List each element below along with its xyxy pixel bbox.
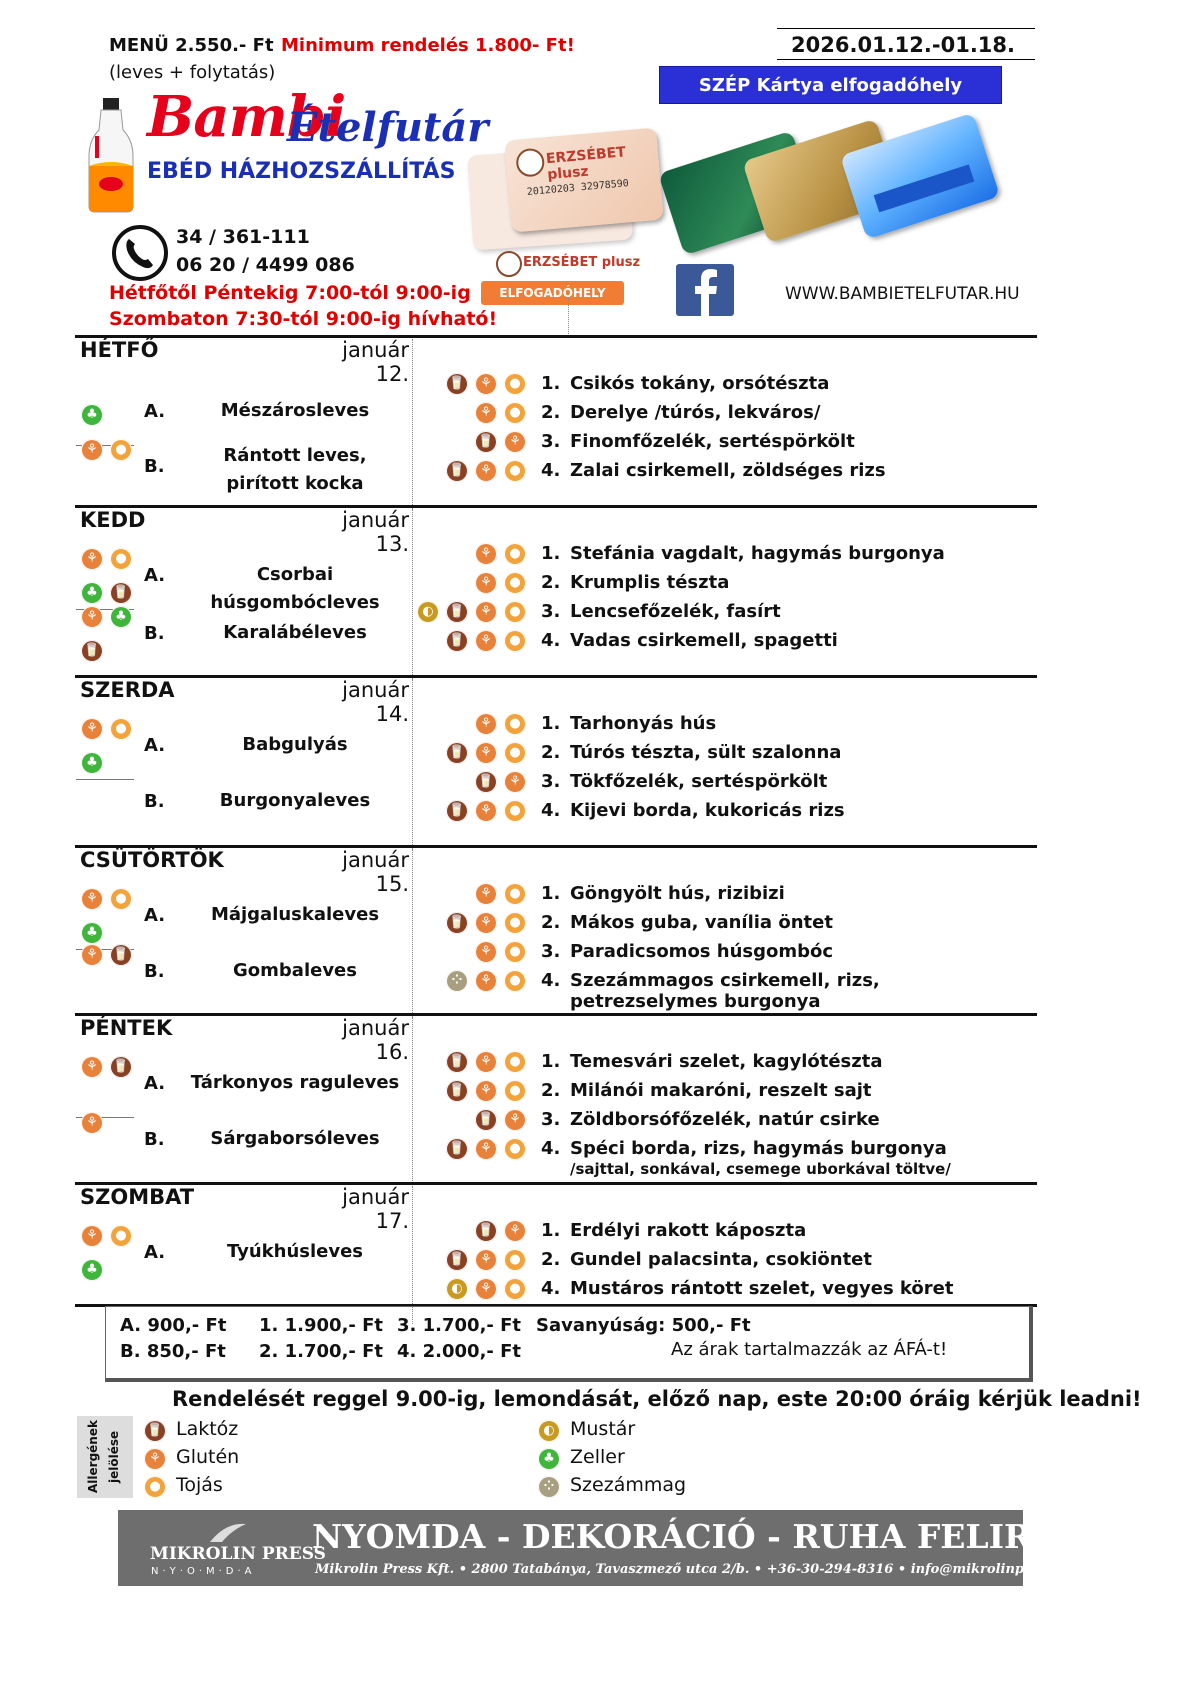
tojas-allergen-icon: ● [504,1278,526,1300]
main-dish-name: Csikós tokány, orsótészta [570,373,830,394]
erzsebet-card-image-front [504,128,663,233]
mustar-allergen-icon: ◐ [446,1278,468,1300]
tojas-allergen-icon: ● [504,912,526,934]
tojas-allergen-icon: ● [504,373,526,395]
soup-label: A. [144,735,166,756]
gluten-allergen-icon: ⚘ [81,1225,103,1247]
erzsebet-logo-icon [496,251,522,277]
gluten-allergen-icon: ⚘ [504,431,526,453]
day-name: SZERDA [80,678,175,702]
day-name: KEDD [80,508,146,532]
main-dish-name: Zöldborsófőzelék, natúr csirke [570,1109,880,1130]
order-note: Rendelését reggel 9.00-ig, lemondását, előző nap, este 20:00 óráig kérjük leadni! [172,1387,1142,1411]
laktoz-allergen-icon: 🥛 [475,771,497,793]
laktoz-allergen-icon: 🥛 [446,1249,468,1271]
main-dish-name: Túrós tészta, sült szalonna [570,742,842,763]
main-dish [570,713,716,734]
column-divider [412,679,413,849]
gluten-allergen-icon: ⚘ [81,944,103,966]
soup-name: Karalábéleves [223,622,367,643]
soup-name: Burgonyaleves [219,790,371,811]
laktoz-allergen-icon: 🥛 [110,1056,132,1078]
gluten-allergen-icon: ⚘ [475,1138,497,1160]
main-dish [570,912,833,933]
gluten-allergen-icon: ⚘ [81,548,103,570]
gluten-allergen-icon: ⚘ [475,543,497,565]
main-dish-name: Erdélyi rakott káposzta [570,1220,807,1241]
tojas-allergen-icon: ● [504,460,526,482]
main-dish-name-cont: petrezselymes burgonya [570,991,821,1012]
main-number: 1. [541,883,561,904]
main-dish [570,941,833,962]
tojas-allergen-icon: ● [110,888,132,910]
main-dish-name: Stefánia vagdalt, hagymás burgonya [570,543,945,564]
gluten-allergen-icon: ⚘ [475,402,497,424]
soup-label: B. [144,1129,165,1150]
main-dish-name: Vadas csirkemell, spagetti [570,630,838,651]
main-number: 2. [541,572,561,593]
main-dish [570,1080,872,1101]
main-dish [570,800,845,821]
erzsebet-brand: ERZSÉBET plusz [545,144,627,184]
soup-label: B. [144,961,165,982]
soup-name: Tyúkhúsleves [226,1241,364,1262]
laktoz-allergen-icon: 🥛 [446,373,468,395]
day-date: január 15. [342,848,409,896]
allergen-legend-label: Mustár [570,1418,636,1440]
main-number: 3. [541,601,561,622]
main-dish-name: Lencsefőzelék, fasírt [570,601,781,622]
laktoz-allergen-icon: 🥛 [144,1420,166,1442]
main-dish-name: Mákos guba, vanília öntet [570,912,833,933]
gluten-allergen-icon: ⚘ [504,1109,526,1131]
mustar-allergen-icon: ◐ [417,601,439,623]
tojas-allergen-icon: ● [144,1476,166,1498]
banner-title: NYOMDA - DEKORÁCIÓ - RUHA FELIRATOZÁS [312,1517,1183,1556]
tojas-allergen-icon: ● [504,572,526,594]
soup-label: B. [144,791,165,812]
gluten-allergen-icon: ⚘ [475,912,497,934]
menu-subtitle: (leves + folytatás) [109,62,276,83]
header-divider [568,298,569,334]
phone-icon [111,224,169,282]
tojas-allergen-icon: ● [110,439,132,461]
soup-name: Sárgaborsóleves [210,1128,380,1149]
mikrolin-logo: MIKROLIN PRESS [150,1544,326,1564]
main-number: 1. [541,373,561,394]
main-dish-name: Szezámmagos csirkemell, rizs, [570,970,880,991]
tojas-allergen-icon: ● [110,1225,132,1247]
main-dish-name: Milánói makaróni, reszelt sajt [570,1080,872,1101]
szezam-allergen-icon: ⁘ [538,1476,560,1498]
main-dish [570,1138,951,1180]
main-dish [570,771,827,792]
erzsebet-accept-badge: ELFOGADÓHELY [481,281,624,305]
main-number: 4. [541,630,561,651]
hours-weekday: Hétfőtől Péntekig 7:00-tól 9:00-ig [109,282,471,304]
laktoz-allergen-icon: 🥛 [81,640,103,662]
soup-name: Mészárosleves [220,400,370,421]
laktoz-allergen-icon: 🥛 [475,1220,497,1242]
zeller-allergen-icon: ♣ [81,1259,103,1281]
mikrolin-logo-sub: N·Y·O·M·D·A [151,1566,256,1577]
laktoz-allergen-icon: 🥛 [446,1138,468,1160]
column-divider [412,849,413,1019]
main-dish [570,970,880,1012]
mikrolin-logo-icon [208,1522,248,1544]
logo-bambi: Bambi [147,84,346,150]
gluten-allergen-icon: ⚘ [475,630,497,652]
laktoz-allergen-icon: 🥛 [446,460,468,482]
main-dish-name: Zalai csirkemell, zöldséges rizs [570,460,886,481]
main-dish-name: Kijevi borda, kukoricás rizs [570,800,845,821]
allergen-legend-label: Laktóz [176,1418,239,1440]
gluten-allergen-icon: ⚘ [475,1080,497,1102]
main-dish-name: Derelye /túrós, lekváros/ [570,402,821,423]
zeller-allergen-icon: ♣ [81,404,103,426]
main-dish-name: Krumplis tészta [570,572,730,593]
day-date: január 16. [342,1016,409,1064]
szezam-allergen-icon: ⁘ [446,970,468,992]
main-dish [570,630,838,651]
laktoz-allergen-icon: 🥛 [475,431,497,453]
laktoz-allergen-icon: 🥛 [446,1051,468,1073]
zeller-allergen-icon: ♣ [81,922,103,944]
zeller-allergen-icon: ♣ [110,606,132,628]
gluten-allergen-icon: ⚘ [475,713,497,735]
zeller-allergen-icon: ♣ [81,582,103,604]
laktoz-allergen-icon: 🥛 [446,601,468,623]
main-number: 3. [541,771,561,792]
soup-label: A. [144,401,166,422]
main-dish [570,1278,953,1299]
soup-name: Májgaluskaleves [210,904,380,925]
main-dish [570,572,729,593]
gluten-allergen-icon: ⚘ [81,1112,103,1134]
allergen-legend-label: Zeller [570,1446,625,1468]
vat-note: Az árak tartalmazzák az ÁFÁ-t! [671,1339,948,1360]
menu-price: MENÜ 2.550.- Ft [109,35,274,56]
laktoz-allergen-icon: 🥛 [110,582,132,604]
price-pickle: Savanyúság: 500,- Ft [536,1315,751,1336]
gluten-allergen-icon: ⚘ [475,1051,497,1073]
gluten-allergen-icon: ⚘ [81,439,103,461]
erzsebet-brand-small: ERZSÉBET plusz [523,255,641,270]
laktoz-allergen-icon: 🥛 [446,912,468,934]
day-divider [75,505,1037,508]
laktoz-allergen-icon: 🥛 [446,630,468,652]
price-1: 1. 1.900,- Ft [259,1315,384,1336]
gluten-allergen-icon: ⚘ [475,373,497,395]
main-dish [570,543,945,564]
main-dish [570,742,841,763]
day-date: január 17. [342,1185,409,1233]
laktoz-allergen-icon: 🥛 [446,742,468,764]
tojas-allergen-icon: ● [504,543,526,565]
main-dish-name: Spéci borda, rizs, hagymás burgonya [570,1138,947,1159]
day-divider [75,1013,1037,1016]
price-a: A. 900,- Ft [120,1315,227,1336]
gluten-allergen-icon: ⚘ [81,1056,103,1078]
main-dish-name: Finomfőzelék, sertéspörkölt [570,431,855,452]
main-dish-name: Tarhonyás hús [570,713,717,734]
soup-label: A. [144,905,166,926]
allergen-legend-label: Szezámmag [570,1474,687,1496]
main-number: 1. [541,1051,561,1072]
gluten-allergen-icon: ⚘ [475,970,497,992]
tojas-allergen-icon: ● [504,800,526,822]
soup-name-line: pirított kocka [226,473,364,494]
main-dish [570,402,820,423]
tojas-allergen-icon: ● [504,1080,526,1102]
day-divider [75,675,1037,678]
zeller-allergen-icon: ♣ [538,1448,560,1470]
banner-address: Mikrolin Press Kft. • 2800 Tatabánya, Tavaszmező utca 2/b. • +36-30-294-8316 • info@mikrolinpressnyomda.hu [315,1562,1135,1577]
phone-number-landline: 34 / 361-111 [176,226,310,248]
main-number: 4. [541,1138,561,1159]
soup-divider [76,779,134,780]
gluten-allergen-icon: ⚘ [81,606,103,628]
main-dish [570,883,785,904]
day-divider [75,335,1037,338]
main-dish-name: Mustáros rántott szelet, vegyes köret [570,1278,954,1299]
tojas-allergen-icon: ● [504,1138,526,1160]
laktoz-allergen-icon: 🥛 [446,800,468,822]
day-name: PÉNTEK [80,1016,173,1040]
main-number: 2. [541,1249,561,1270]
main-dish [570,460,886,481]
main-dish-name: Paradicsomos húsgombóc [570,941,834,962]
tojas-allergen-icon: ● [504,402,526,424]
price-b: B. 850,- Ft [120,1341,226,1362]
tojas-allergen-icon: ● [504,601,526,623]
tojas-allergen-icon: ● [110,718,132,740]
day-name: CSÜTÖRTÖK [80,848,224,872]
main-number: 4. [541,460,561,481]
price-3: 3. 1.700,- Ft [397,1315,522,1336]
gluten-allergen-icon: ⚘ [475,883,497,905]
gluten-allergen-icon: ⚘ [81,888,103,910]
main-number: 4. [541,970,561,991]
gluten-allergen-icon: ⚘ [504,771,526,793]
soup-name: Gombaleves [233,960,357,981]
soup-name: Csorbai húsgombócleves [210,564,380,613]
week-range: 2026.01.12.-01.18. [777,28,1035,60]
main-number: 3. [541,1109,561,1130]
logo-bottle-icon [85,96,137,214]
main-dish [570,1109,880,1130]
tojas-allergen-icon: ● [504,630,526,652]
tojas-allergen-icon: ● [504,1051,526,1073]
day-date: január 14. [342,678,409,726]
day-date: január 13. [342,508,409,556]
day-date: január 12. [342,338,409,386]
tojas-allergen-icon: ● [504,970,526,992]
mustar-allergen-icon: ◐ [538,1420,560,1442]
price-2: 2. 1.700,- Ft [259,1341,384,1362]
phone-number-mobile: 06 20 / 4499 086 [176,254,355,276]
minimum-order: Minimum rendelés 1.800- Ft! [281,35,575,56]
laktoz-allergen-icon: 🥛 [110,944,132,966]
gluten-allergen-icon: ⚘ [475,1249,497,1271]
gluten-allergen-icon: ⚘ [81,718,103,740]
gluten-allergen-icon: ⚘ [144,1448,166,1470]
logo-etelfutar: Ételfutár [287,104,489,151]
hours-saturday: Szombaton 7:30-tól 9:00-ig hívható! [109,308,498,330]
zeller-allergen-icon: ♣ [81,752,103,774]
main-dish [570,601,781,622]
tojas-allergen-icon: ● [504,1249,526,1271]
allergen-legend-title: Allergének jelölése [86,1420,121,1494]
tojas-allergen-icon: ● [504,713,526,735]
main-dish [570,1051,882,1072]
soup-name-line: Rántott leves, [223,445,367,466]
logo-subtitle: EBÉD HÁZHOZSZÁLLÍTÁS [147,159,456,184]
main-number: 4. [541,1278,561,1299]
day-divider [75,1182,1037,1185]
main-dish-name: Gundel palacsinta, csokiöntet [570,1249,872,1270]
gluten-allergen-icon: ⚘ [475,742,497,764]
card-number: 20120203 32978590 [526,178,630,199]
main-dish [570,431,855,452]
soup-name [170,442,420,498]
main-number: 1. [541,713,561,734]
main-dish-name: Göngyölt hús, rizibizi [570,883,785,904]
main-number: 2. [541,1080,561,1101]
price-4: 4. 2.000,- Ft [397,1341,522,1362]
main-dish-name: Tökfőzelék, sertéspörkölt [570,771,828,792]
tojas-allergen-icon: ● [504,941,526,963]
main-dish [570,373,829,394]
main-number: 2. [541,742,561,763]
day-name: SZOMBAT [80,1185,195,1209]
gluten-allergen-icon: ⚘ [475,460,497,482]
day-name: HÉTFŐ [80,338,159,362]
soup-label: A. [144,1242,166,1263]
soup-label: A. [144,1073,166,1094]
soup-name: Babgulyás [242,734,348,755]
allergen-legend-label: Glutén [176,1446,240,1468]
main-number: 4. [541,800,561,821]
main-number: 2. [541,912,561,933]
soup-label: A. [144,565,166,586]
main-number: 3. [541,431,561,452]
main-dish-name-cont: /sajttal, sonkával, csemege uborkával töltve/ [570,1160,951,1178]
gluten-allergen-icon: ⚘ [475,601,497,623]
column-divider [412,1017,413,1187]
main-number: 2. [541,402,561,423]
szep-card-badge: SZÉP Kártya elfogadóhely [659,66,1002,104]
tojas-allergen-icon: ● [110,548,132,570]
gluten-allergen-icon: ⚘ [475,572,497,594]
soup-label: B. [144,456,165,477]
soup-label: B. [144,623,165,644]
main-number: 1. [541,543,561,564]
laktoz-allergen-icon: 🥛 [446,1080,468,1102]
gluten-allergen-icon: ⚘ [475,941,497,963]
allergen-legend-label: Tojás [176,1474,223,1496]
gluten-allergen-icon: ⚘ [475,1278,497,1300]
main-dish [570,1249,872,1270]
facebook-icon[interactable] [676,264,734,316]
main-number: 1. [541,1220,561,1241]
main-number: 3. [541,941,561,962]
tojas-allergen-icon: ● [504,742,526,764]
main-dish [570,1220,806,1241]
soup-name: Tárkonyos raguleves [190,1072,400,1093]
website-link[interactable]: WWW.BAMBIETELFUTAR.HU [785,284,1020,304]
laktoz-allergen-icon: 🥛 [475,1109,497,1131]
tojas-allergen-icon: ● [504,883,526,905]
gluten-allergen-icon: ⚘ [475,800,497,822]
main-dish-name: Temesvári szelet, kagylótészta [570,1051,883,1072]
gluten-allergen-icon: ⚘ [504,1220,526,1242]
